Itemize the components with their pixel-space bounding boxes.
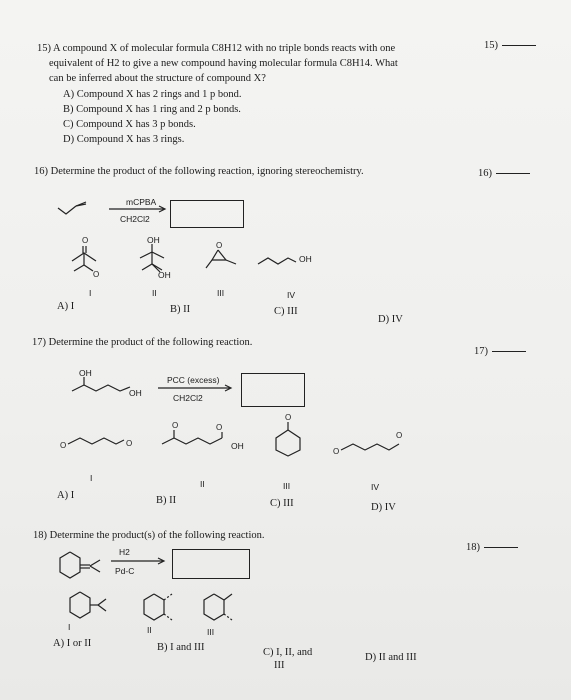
q17-structure-iii	[268, 412, 312, 468]
q16-structure-i	[60, 235, 120, 281]
q16-alkene-reactant	[56, 200, 96, 222]
q15-line1: 15) A compound X of molecular formula C8H12 with no triple bonds reacts with one	[37, 43, 396, 54]
q15-line3: can be inferred about the structure of compound X?	[49, 73, 266, 84]
q17-label-iv: IV	[371, 482, 380, 492]
q16-prompt: 16) Determine the product of the following reaction, ignoring stereochemistry.	[34, 166, 364, 177]
q18-choice-b[interactable]: B) I and III	[157, 642, 205, 653]
q16-choice-d[interactable]: D) IV	[378, 314, 403, 325]
q17-label-iii: III	[283, 481, 291, 491]
q18-choice-a[interactable]: A) I or II	[53, 638, 92, 649]
q16-ii-oh-top: OH	[147, 235, 160, 245]
svg-text:O: O	[126, 439, 133, 448]
q15-line2: equivalent of H2 to give a new compound having molecular formula C8H14. What	[49, 58, 398, 69]
q17-choice-c[interactable]: C) III	[270, 498, 294, 509]
q16-reagent-top: mCPBA	[126, 197, 157, 207]
svg-text:O: O	[82, 236, 89, 245]
svg-text:O: O	[333, 447, 340, 456]
q16-label-iv: IV	[287, 290, 296, 300]
q18-label-ii: II	[147, 625, 152, 635]
svg-text:O: O	[396, 431, 403, 440]
q18-prompt: 18) Determine the product(s) of the following reaction.	[33, 530, 265, 541]
q16-choice-c[interactable]: C) III	[274, 306, 298, 317]
q17-structure-iv	[333, 430, 413, 460]
q17-structure-i	[60, 432, 150, 454]
q17-answer-blank[interactable]: 17)	[474, 346, 526, 357]
q18-structure-i	[64, 588, 114, 622]
q15-option-a: A) Compound X has 2 rings and 1 p bond.	[63, 89, 242, 100]
q15-option-b: B) Compound X has 1 ring and 2 p bonds.	[63, 104, 241, 115]
q18-choice-c-cont: III	[274, 660, 285, 671]
q18-label-iii: III	[207, 627, 215, 637]
q17-choice-d[interactable]: D) IV	[371, 502, 396, 513]
q17-choice-b[interactable]: B) II	[156, 495, 177, 506]
q18-answer-blank[interactable]: 18)	[466, 542, 518, 553]
q17-reagent-top: PCC (excess)	[167, 375, 220, 385]
q16-ii-oh-bottom: OH	[158, 270, 171, 280]
svg-text:O: O	[285, 413, 292, 422]
svg-text:O: O	[216, 241, 223, 250]
q18-label-i: I	[68, 622, 71, 632]
svg-text:O: O	[216, 423, 223, 432]
q17-label-i: I	[90, 473, 93, 483]
svg-text:O: O	[93, 270, 100, 279]
q16-product-box[interactable]	[170, 200, 244, 228]
q18-reaction-arrow	[111, 557, 169, 565]
q17-label-ii: II	[200, 479, 205, 489]
q16-label-i: I	[89, 288, 92, 298]
q17-product-box[interactable]	[241, 373, 305, 407]
q18-alkene-reactant	[54, 548, 110, 584]
q16-label-iii: III	[217, 288, 225, 298]
q16-choice-a[interactable]: A) I	[57, 301, 75, 312]
q18-product-box[interactable]	[172, 549, 250, 579]
q15-option-c: C) Compound X has 3 p bonds.	[63, 119, 196, 130]
q17-reaction-arrow	[158, 384, 236, 392]
q17-reactant-oh-top: OH	[79, 368, 92, 378]
q17-choice-a[interactable]: A) I	[57, 490, 75, 501]
q18-structure-ii	[138, 588, 188, 626]
q18-structure-iii	[198, 588, 248, 626]
q18-reagent-top: H2	[119, 547, 130, 557]
q18-choice-d[interactable]: D) II and III	[365, 652, 417, 663]
q16-label-ii: II	[152, 288, 157, 298]
q17-structure-ii	[160, 420, 250, 460]
svg-text:O: O	[172, 421, 179, 430]
q18-choice-c[interactable]: C) I, II, and	[263, 647, 313, 658]
q16-reagent-bottom: CH2Cl2	[120, 214, 150, 224]
q16-iv-oh: OH	[299, 254, 312, 264]
q15-option-d: D) Compound X has 3 rings.	[63, 134, 185, 145]
q15-answer-blank[interactable]: 15)	[484, 40, 536, 51]
q16-choice-b[interactable]: B) II	[170, 304, 191, 315]
q17-prompt: 17) Determine the product of the following reaction.	[32, 337, 253, 348]
svg-text:O: O	[60, 441, 67, 450]
q17-reactant-oh-end: OH	[129, 388, 142, 398]
q16-structure-iii	[200, 240, 250, 274]
q16-answer-blank[interactable]: 16)	[478, 168, 530, 179]
q17-reagent-bottom: CH2Cl2	[173, 393, 203, 403]
q17-ii-oh: OH	[231, 441, 244, 451]
q16-reaction-arrow	[109, 205, 169, 213]
q18-reagent-bottom: Pd-C	[115, 566, 135, 576]
